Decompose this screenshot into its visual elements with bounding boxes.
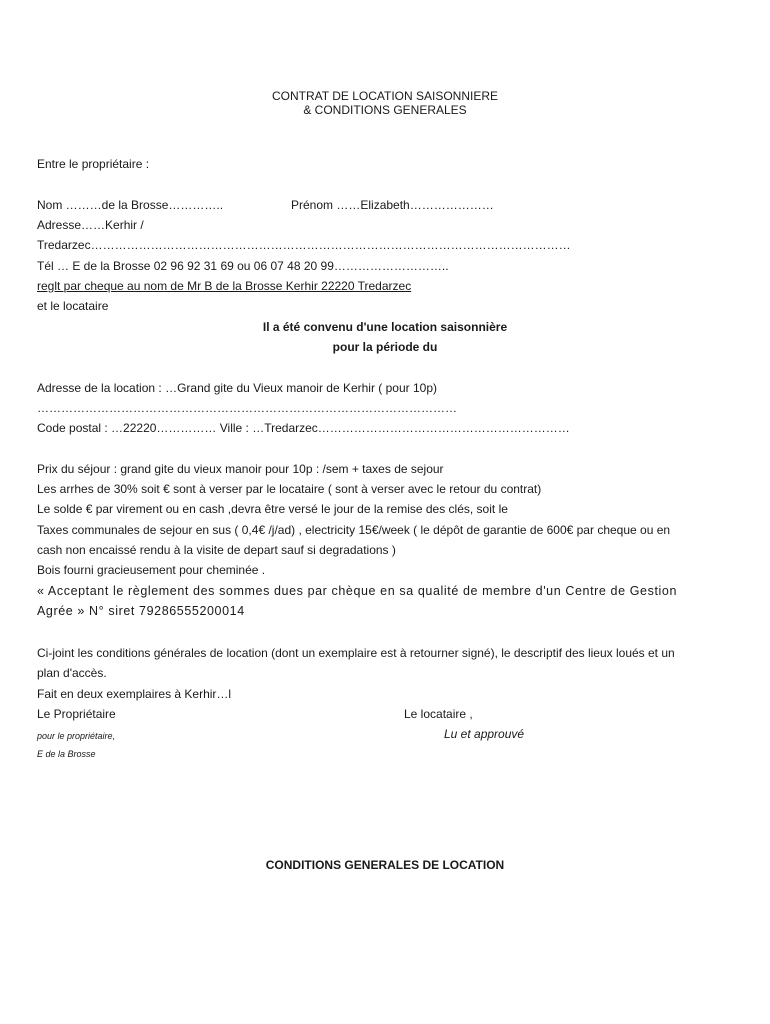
terms-accept-1: « Acceptant le règlement des sommes dues par chèque en sa qualité de membre d'un Centre de Gestion — [37, 584, 678, 598]
title-line-1: CONTRAT DE LOCATION SAISONNIERE — [271, 89, 499, 103]
signature-name: E de la Brosse — [37, 749, 96, 759]
terms-prix: Prix du séjour : grand gite du vieux manoir pour 10p : /sem + taxes de sejour — [37, 462, 444, 476]
signature-proprietaire-label: Le Propriétaire — [37, 707, 116, 721]
location-code: Code postal : …22220…………… Ville : …Tredarzec……………………………………………………… — [37, 421, 570, 435]
owner-prenom: Prénom ……Elizabeth………………… — [291, 198, 494, 212]
owner-reglement: reglt par cheque au nom de Mr B de la Brosse Kerhir 22220 Tredarzec — [37, 279, 412, 293]
closing-cijoint-1: Ci-joint les conditions générales de location (dont un exemplaire est à retourner signé), le descriptif des lieux loués et un — [37, 646, 675, 660]
signature-lu-approuve: Lu et approuvé — [444, 727, 525, 741]
closing-cijoint-2: plan d'accès. — [37, 666, 107, 680]
owner-tel: Tél … E de la Brosse 02 96 92 31 69 ou 06 07 48 20 99……………………….. — [37, 259, 449, 273]
terms-taxes-1: Taxes communales de sejour en sus ( 0,4€ /j/ad) , electricity 15€/week ( le dépôt de garantie de 600€ par cheque ou en — [37, 523, 671, 537]
closing-fait: Fait en deux exemplaires à Kerhir…l — [37, 687, 232, 701]
location-dots: …………………………………………………………………………………………… — [37, 401, 457, 415]
intro-text: Entre le propriétaire : — [37, 157, 150, 171]
section-heading-conditions: CONDITIONS GENERALES DE LOCATION — [265, 858, 505, 872]
signature-pour: pour le propriétaire, — [37, 731, 116, 741]
terms-accept-2: Agrée » N° siret 79286555200014 — [37, 604, 245, 618]
title-line-2: & CONDITIONS GENERALES — [303, 103, 467, 117]
owner-nom: Nom ………de la Brosse………….. — [37, 198, 224, 212]
location-adresse: Adresse de la location : …Grand gite du Vieux manoir de Kerhir ( pour 10p) — [37, 381, 437, 395]
terms-bois: Bois fourni gracieusement pour cheminée . — [37, 563, 266, 577]
owner-adresse: Adresse……Kerhir / — [37, 218, 144, 232]
owner-ville: Tredarzec………………………………………………………………………………………………………… — [37, 238, 571, 252]
agreement-line-2: pour la période du — [332, 340, 438, 354]
terms-solde: Le solde € par virement ou en cash ,devra être versé le jour de la remise des clés, soit le — [37, 502, 508, 516]
signature-locataire-label: Le locataire , — [404, 707, 473, 721]
terms-taxes-2: cash non encaissé rendu à la visite de depart sauf si degradations ) — [37, 543, 396, 557]
locataire-intro: et le locataire — [37, 299, 109, 313]
terms-arrhes: Les arrhes de 30% soit € sont à verser par le locataire ( sont à verser avec le retour du contrat) — [37, 482, 542, 496]
agreement-line-1: Il a été convenu d'une location saisonnière — [262, 320, 508, 334]
